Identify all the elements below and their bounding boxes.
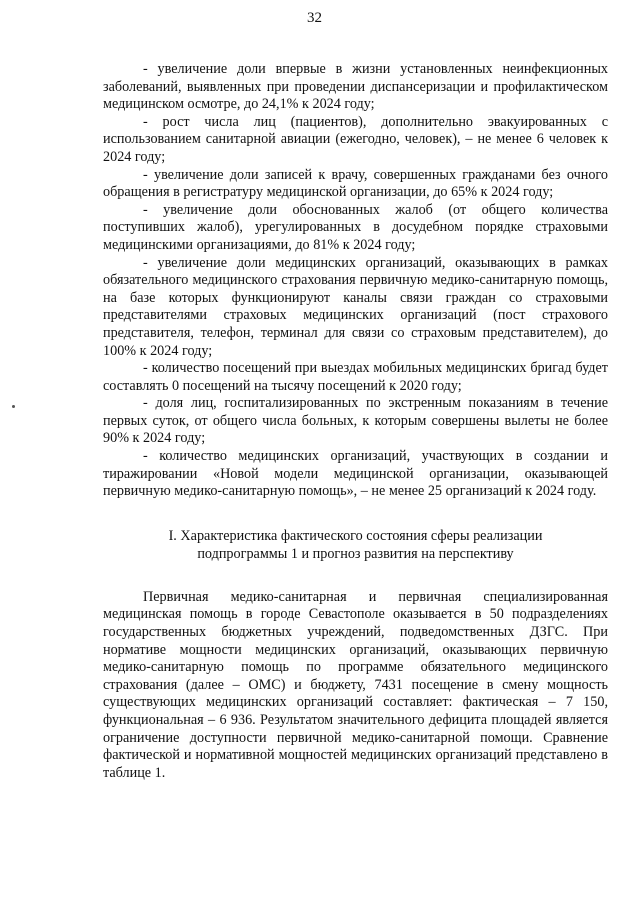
page-content	[103, 61, 608, 782]
list-item: - увеличение доли впервые в жизни установленных неинфекционных заболеваний, выявленных при проведении диспансеризации и профилактическом медицинском осмотре, до 24,1% к 2024 году;	[103, 61, 608, 113]
margin-dot-mark	[12, 405, 15, 408]
section-heading	[103, 527, 608, 563]
list-item: - увеличение доли записей к врачу, совершенных гражданами без очного обращения в регистратуру медицинской организации, до 65% к 2024 году;	[103, 166, 608, 201]
list-item: - рост числа лиц (пациентов), дополнительно эвакуированных с использованием санитарной авиации (ежегодно, человек), – не менее 6 человек к 2024 году;	[103, 113, 608, 165]
list-item: - увеличение доли обоснованных жалоб (от общего количества поступивших жалоб), урегулированных в досудебном порядке страховыми медицинскими организациями, до 81% к 2024 году;	[103, 201, 608, 253]
list-item: - количество посещений при выездах мобильных медицинских бригад будет составлять 0 посещений на тысячу посещений к 2020 году;	[103, 360, 608, 394]
section-heading-line-1: I. Характеристика фактического состояния сферы реализации	[168, 527, 543, 544]
list-item: - доля лиц, госпитализированных по экстренным показаниям в течение первых суток, от общего числа больных, к которым совершены вылеты не более 90% к 2024 году;	[103, 395, 608, 447]
page-number: 32	[307, 10, 322, 26]
list-item: - увеличение доли медицинских организаций, оказывающих в рамках обязательного медицинского страхования первичную медико-санитарную помощь, на базе которых функционируют каналы связи граждан со страховыми представителями страховых медицинских организаций (пост страхового представителя, телефон, терминал для связи со страховым представителем), до 100% к 2024 году;	[103, 254, 608, 359]
section-heading-line-2: подпрограммы 1 и прогноз развития на перспективу	[197, 545, 514, 562]
list-item: - количество медицинских организаций, участвующих в создании и тиражировании «Новой модели медицинской организации, оказывающей первичную медико-санитарную помощь», – не менее 25 организаций к 2024 году.	[103, 448, 608, 500]
body-paragraph: Первичная медико-санитарная и первичная специализированная медицинская помощь в городе Севастополе оказывается в 50 подразделениях государственных бюджетных учреждений, подведомственных ДЗГС. При нормативе мощности медицинских организаций, оказывающих первичную медико-санитарную помощь по программе обязательного медицинского страхования (далее – ОМС) и бюджету, 7431 посещение в смену мощность существующих медицинских организаций составляет: фактическая – 7 150, функциональная – 6 936. Результатом значительного дефицита площадей является ограничение доступности первичной медико-санитарной помощи. Сравнение фактической и нормативной мощностей медицинских организаций представлено в таблице 1.	[103, 588, 608, 781]
